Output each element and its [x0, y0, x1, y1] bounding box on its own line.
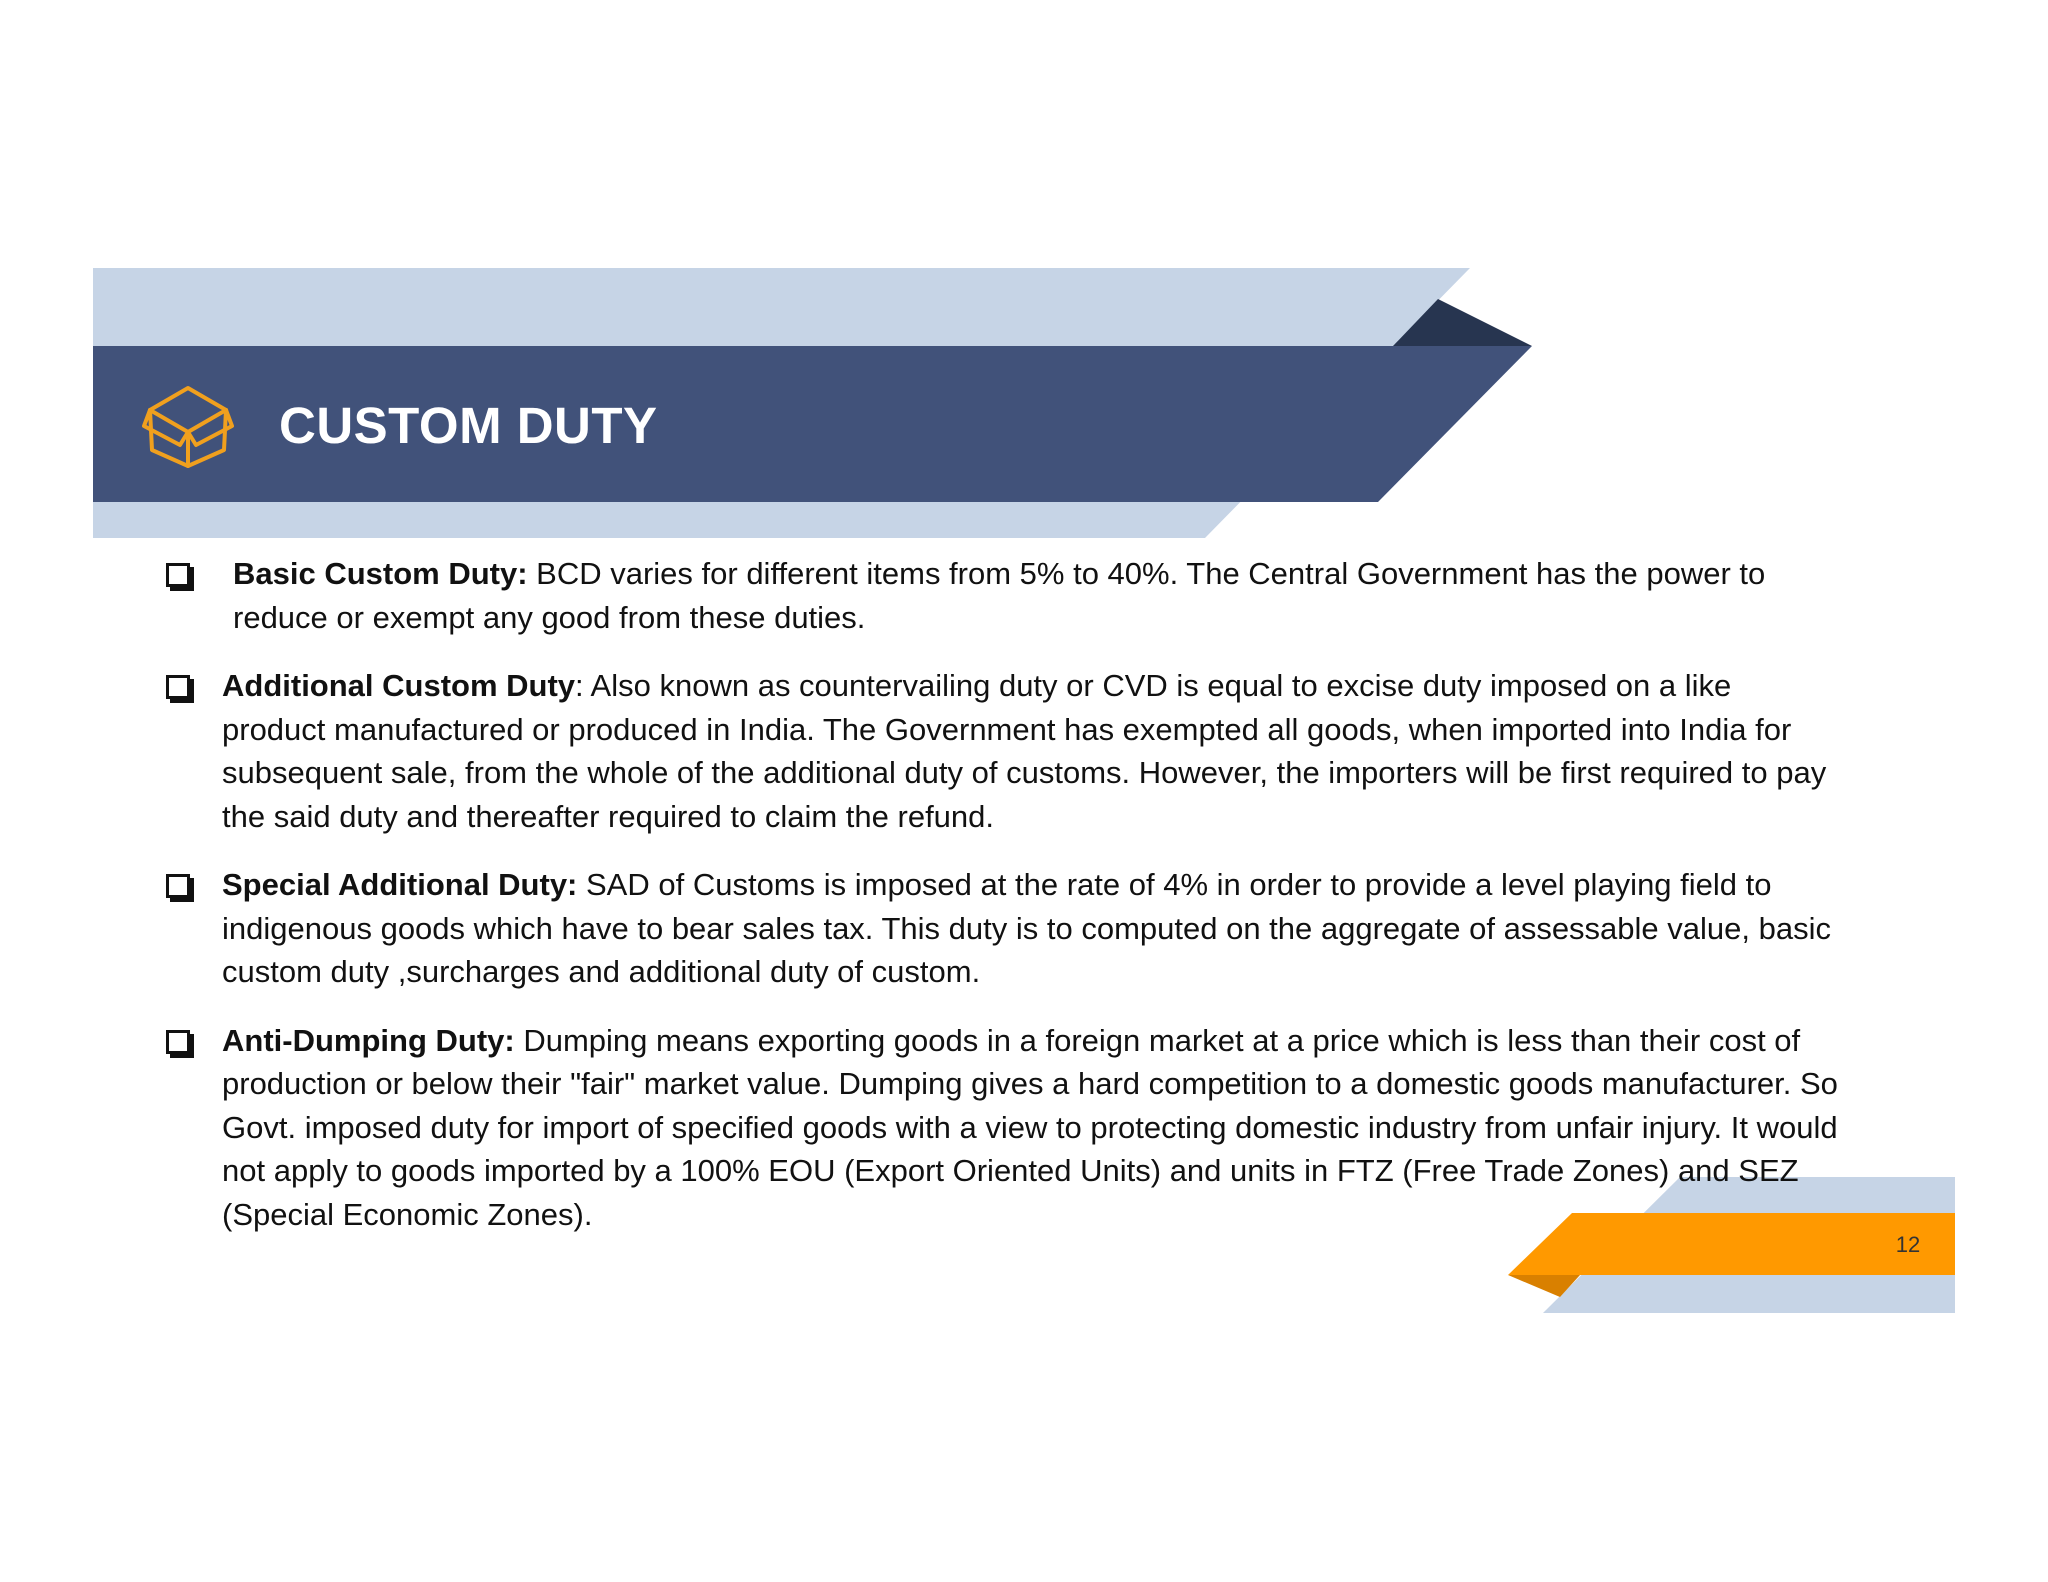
item-term: Special Additional Duty:	[222, 867, 578, 902]
list-item-special-additional-duty	[160, 863, 1840, 994]
item-term: Additional Custom Duty	[222, 668, 576, 703]
checkbox-bullet-icon	[166, 675, 190, 699]
item-text: SAD of Customs is imposed at the rate of 4% in order to provide a level playing field to indigenous goods which have to bear sales tax. This duty is to computed on the aggregate of assessable value, basic custom duty ,surcharges and additional duty of custom.	[222, 867, 1831, 989]
item-text: BCD varies for different items from 5% to 40%. The Central Government has the power to reduce or exempt any good from these duties.	[233, 556, 1766, 635]
item-term: Basic Custom Duty:	[233, 556, 528, 591]
item-text: : Also known as countervailing duty or CVD is equal to excise duty imposed on a like product manufactured or produced in India. The Government has exempted all goods, when imported into India for subsequent sale, from the whole of the additional duty of customs. However, the importers will be first required to pay the said duty and thereafter required to claim the refund.	[222, 668, 1827, 834]
checkbox-bullet-icon	[166, 563, 190, 587]
checkbox-bullet-icon	[166, 1030, 190, 1054]
item-text: Dumping means exporting goods in a foreign market at a price which is less than their cost of production or below their "fair" market value. Dumping gives a hard competition to a domestic goods manufacturer. So Govt. imposed duty for import of specified goods with a view to protecting domestic industry from unfair injury. It would not apply to goods imported by a 100% EOU (Export Oriented Units) and units in FTZ (Free Trade Zones) and SEZ (Special Economic Zones).	[222, 1022, 1838, 1232]
checkbox-bullet-icon	[166, 874, 190, 898]
list-item-basic-custom-duty	[160, 552, 1840, 639]
page-number: 12	[1895, 1232, 1921, 1257]
duty-list	[160, 552, 1840, 1261]
list-item-anti-dumping-duty	[160, 1019, 1840, 1237]
item-term: Anti-Dumping Duty:	[222, 1022, 515, 1058]
page-title: CUSTOM DUTY	[279, 397, 658, 454]
list-item-additional-custom-duty	[160, 664, 1840, 838]
